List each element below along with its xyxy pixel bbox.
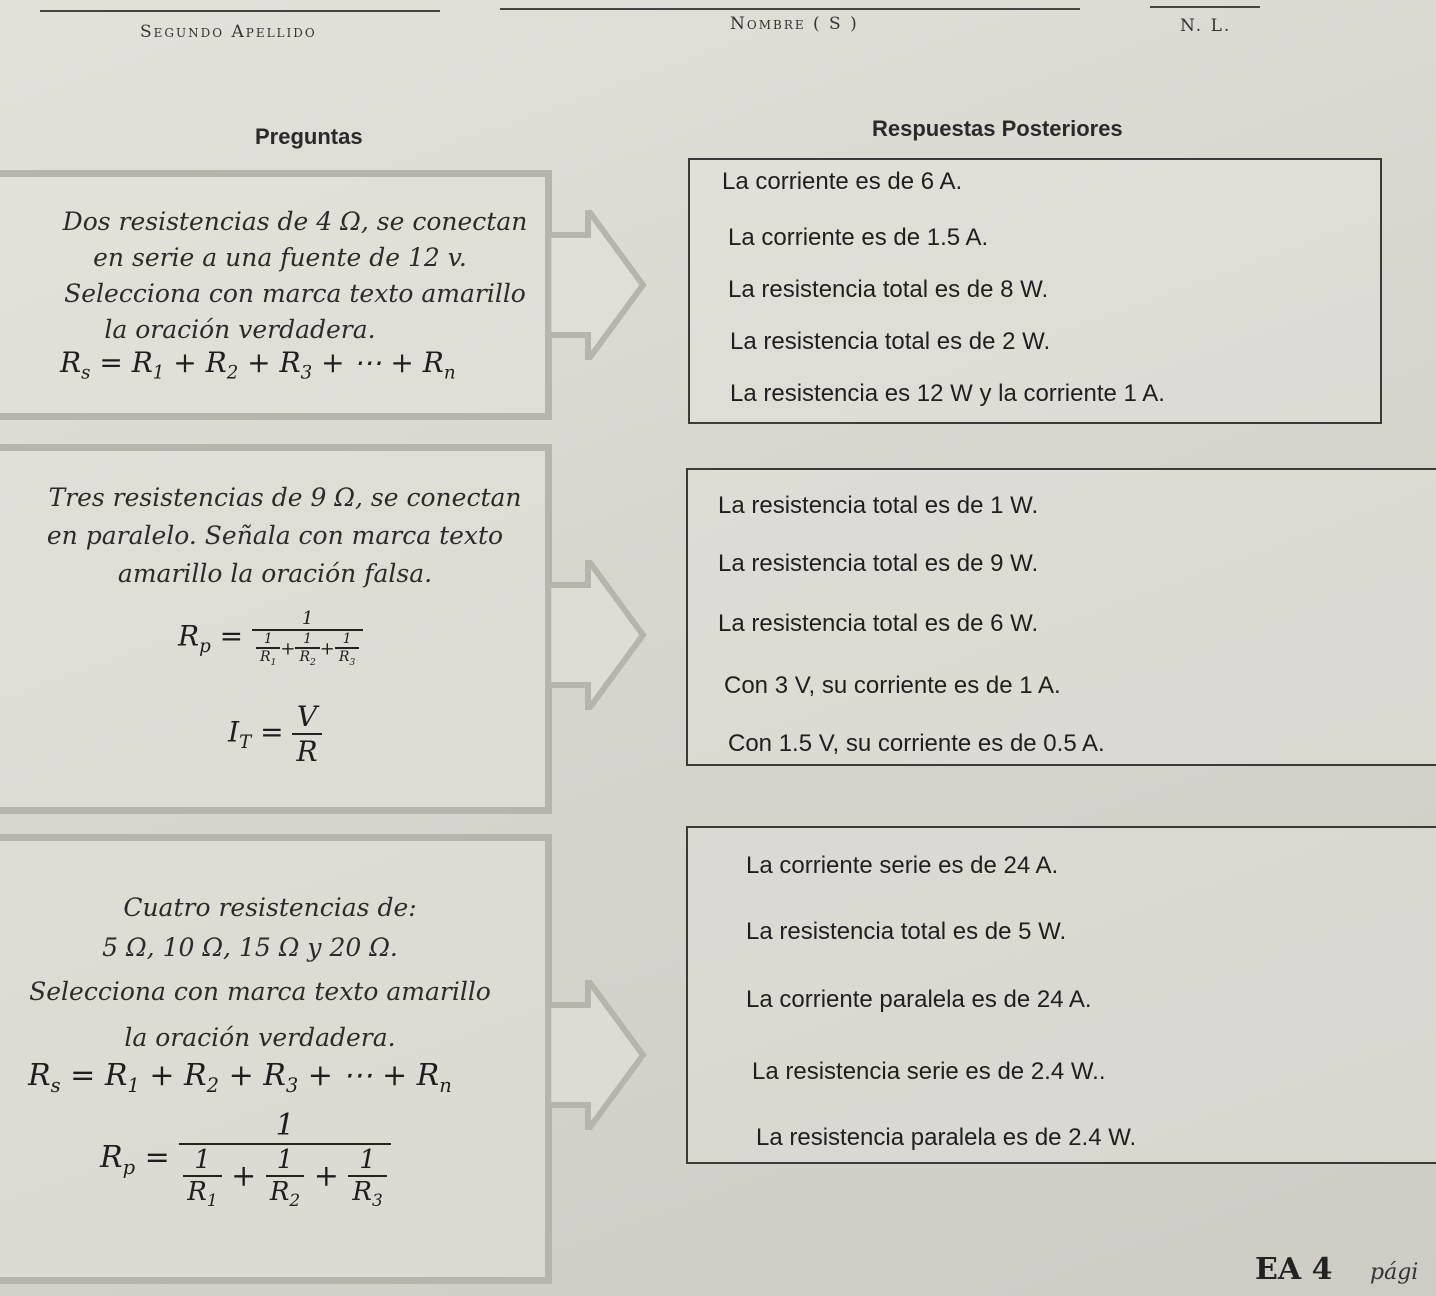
question-1-line-1: Dos resistencias de 4 Ω, se conectan — [62, 207, 528, 236]
question-1-line-3: Selecciona con marca texto amarillo — [64, 279, 526, 308]
header-nombre: Nombre ( S ) — [730, 14, 859, 34]
question-2-line-1: Tres resistencias de 9 Ω, se conectan — [48, 483, 522, 512]
footer-page-label: pági — [1370, 1260, 1419, 1285]
question-3-line-1: Cuatro resistencias de: — [123, 893, 417, 922]
answer-3-5: La resistencia paralela es de 2.4 W. — [756, 1124, 1137, 1151]
question-1-series-formula: $R_s = R_1 + R_2 + R_3$ + ⋯ + $R_n$ — [60, 346, 456, 384]
question-3-parallel-formula: $R_p$ = 1 $\frac{1}{R_1}$ + $\frac{1}{R_2}$ + $\frac{1}{R_3}$ — [100, 1108, 391, 1210]
answer-1-2: La corriente es de 1.5 A. — [728, 224, 989, 251]
question-2-line-3: amarillo la oración falsa. — [117, 559, 433, 588]
question-3-arrow-icon — [548, 980, 658, 1130]
question-2-parallel-formula: $R_p$ = 1 $\frac{1}{R_1}$ + $\frac{1}{R_2}$ + $\frac{1}{R_3}$ — [178, 608, 363, 668]
header-nl: N. L. — [1180, 16, 1232, 36]
answer-1-1: La corriente es de 6 A. — [722, 168, 963, 195]
answer-3-2: La resistencia total es de 5 W. — [746, 918, 1067, 945]
question-2-current-formula: $I_T$ = $\frac{V}{R}$ — [228, 700, 322, 768]
answer-3-1: La corriente serie es de 24 A. — [746, 852, 1059, 879]
answer-2-3: La resistencia total es de 6 W. — [718, 610, 1039, 637]
answer-2-5: Con 1.5 V, su corriente es de 0.5 A. — [728, 730, 1105, 757]
question-1-line-2: en serie a una fuente de 12 v. — [93, 243, 467, 272]
question-3-line-3: Selecciona con marca texto amarillo — [29, 977, 491, 1006]
answer-1-5: La resistencia es 12 W y la corriente 1 A. — [730, 380, 1165, 407]
question-2-line-2: en paralelo. Señala con marca texto — [46, 521, 504, 550]
question-3-line-4: la oración verdadera. — [124, 1023, 396, 1052]
header-line-apellido — [40, 10, 440, 12]
question-2-arrow-icon — [548, 560, 658, 710]
answer-2-1: La resistencia total es de 1 W. — [718, 492, 1039, 519]
header-line-nombre — [500, 8, 1080, 10]
column-heading-preguntas: Preguntas — [255, 124, 363, 149]
answer-2-4: Con 3 V, su corriente es de 1 A. — [724, 672, 1061, 699]
question-1-arrow-icon — [548, 210, 658, 360]
header-line-nl — [1150, 6, 1260, 8]
answer-1-3: La resistencia total es de 8 W. — [728, 276, 1049, 303]
question-3-line-2: 5 Ω, 10 Ω, 15 Ω y 20 Ω. — [102, 933, 398, 962]
question-1-line-4: la oración verdadera. — [104, 315, 376, 344]
footer-ea-label: EA 4 — [1255, 1252, 1333, 1287]
question-3-series-formula: $R_s = R_1 + R_2 + R_3$ + ⋯ + $R_n$ — [28, 1058, 452, 1097]
answer-3-3: La corriente paralela es de 24 A. — [746, 986, 1092, 1013]
answer-1-4: La resistencia total es de 2 W. — [730, 328, 1051, 355]
answer-2-2: La resistencia total es de 9 W. — [718, 550, 1039, 577]
header-segundo-apellido: Segundo Apellido — [140, 22, 317, 42]
column-heading-respuestas: Respuestas Posteriores — [872, 116, 1123, 141]
answer-3-4: La resistencia serie es de 2.4 W.. — [752, 1058, 1106, 1085]
